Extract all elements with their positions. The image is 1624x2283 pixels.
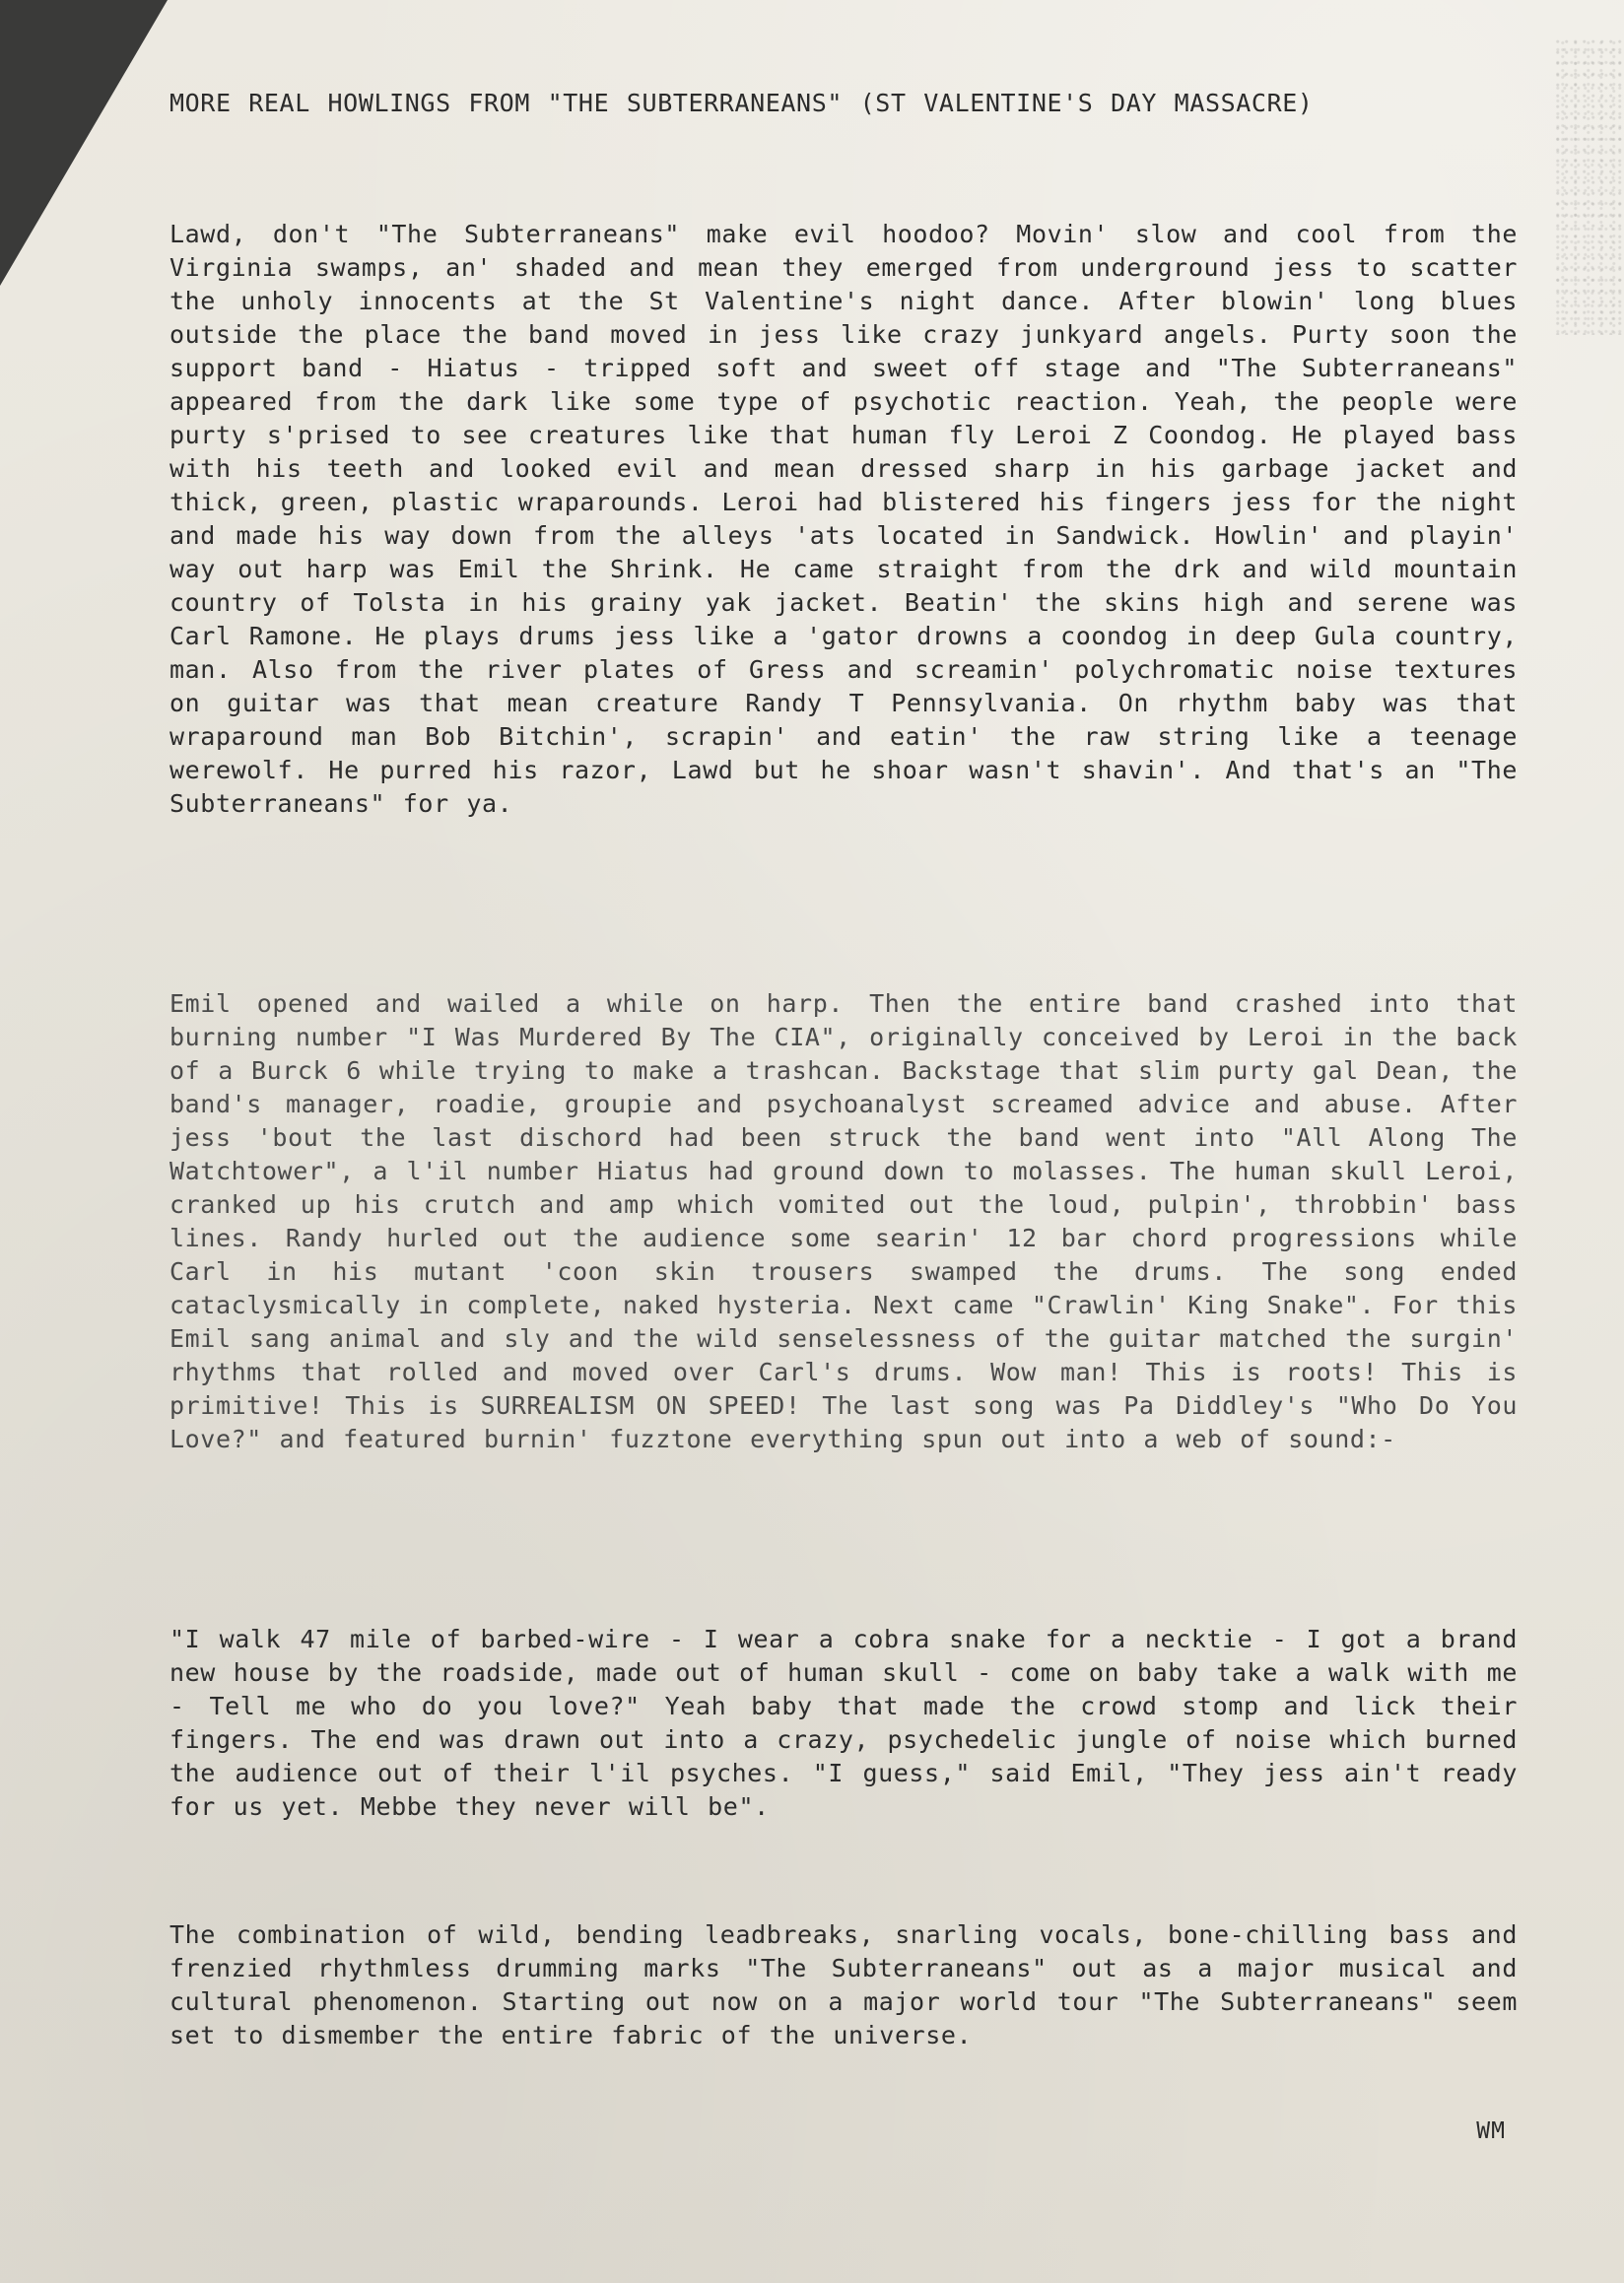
paragraph-4: The combination of wild, bending leadbreaks, snarling vocals, bone-chilling bass and frenzied rhythmless drumming marks "The Subterraneans" out as a major musical and cultural phenomenon. Starting out now on a major world tour "The Subterraneans" seem set to dismember the entire fabric of the universe. [169,1920,1518,2049]
author-signature: WM [1476,2118,1506,2144]
scan-corner-shadow [0,0,168,286]
paragraph-2: Emil opened and wailed a while on harp. Then the entire band crashed into that burning number "I Was Murdered By The CIA", originally conceived by Leroi in the back of a Burck 6 while trying to make a trashcan. Backstage that slim purty gal Dean, the band's manager, roadie, groupie and psychoanalyst screamed advice and abuse. After jess 'bout the last dischord had been struck the band went into "All Along The Watchtower", a l'il number Hiatus had ground down to molasses. The human skull Leroi, cranked up his crutch and amp which vomited out the loud, pulpin', throbbin' bass lines. Randy hurled out the audience some searin' 12 bar chord progressions while Carl in his mutant 'coon skin trousers swamped the drums. The song ended cataclysmically in complete, naked hysteria. Next came "Crawlin' King Snake". For this Emil sang animal and sly and the wild senselessness of the guitar matched the surgin' rhythms that rolled and moved over Carl's drums. Wow man! This is roots! This is primitive! This is SURREALISM ON SPEED! The last song was Pa Diddley's "Who Do You Love?" and featured burnin' fuzztone everything spun out into a web of sound:- [169,989,1519,1453]
paragraph-3: "I walk 47 mile of barbed-wire - I wear a cobra snake for a necktie - I got a brand new house by the roadside, made out of human skull - come on baby take a walk with me - Tell me who do you love?" Yeah baby that made the crowd stomp and lick their fingers. The end was drawn out into a crazy, psychedelic jungle of noise which burned the audience out of their l'il psyches. "I guess," said Emil, "They jess ain't ready for us yet. Mebbe they never will be". [169,1625,1518,1821]
scan-edge-speckle [1555,39,1624,335]
paragraph-1: Lawd, don't "The Subterraneans" make evil hoodoo? Movin' slow and cool from the Virginia swamps, an' shaded and mean they emerged from underground jess to scatter the unholy innocents at the St Valentine's night dance. After blowin' long blues outside the place the band moved in jess like crazy junkyard angels. Purty soon the support band - Hiatus - tripped soft and sweet off stage and "The Subterraneans" appeared from the dark like some type of psychotic reaction. Yeah, the people were purty s'prised to see creatures like that human fly Leroi Z Coondog. He played bass with his teeth and looked evil and mean dressed sharp in his garbage jacket and thick, green, plastic wraparounds. Leroi had blistered his fingers jess for the night and made his way down from the alleys 'ats located in Sandwick. Howlin' and playin' way out harp was Emil the Shrink. He came straight from the drk and wild mountain country of Tolsta in his grainy yak jacket. Beatin' the skins high and serene was Carl Ramone. He plays drums jess like a 'gator drowns a coondog in deep Gula country, man. Also from the river plates of Gress and screamin' polychromatic noise textures on guitar was that mean creature Randy T Pennsylvania. On rhythm baby was that wraparound man Bob Bitchin', scrapin' and eatin' the raw string like a teenage werewolf. He purred his razor, Lawd but he shoar wasn't shavin'. And that's an "The Subterraneans" for ya. [169,220,1518,818]
headline: MORE REAL HOWLINGS FROM "THE SUBTERRANEANS" (ST VALENTINE'S DAY MASSACRE) [169,89,1314,117]
